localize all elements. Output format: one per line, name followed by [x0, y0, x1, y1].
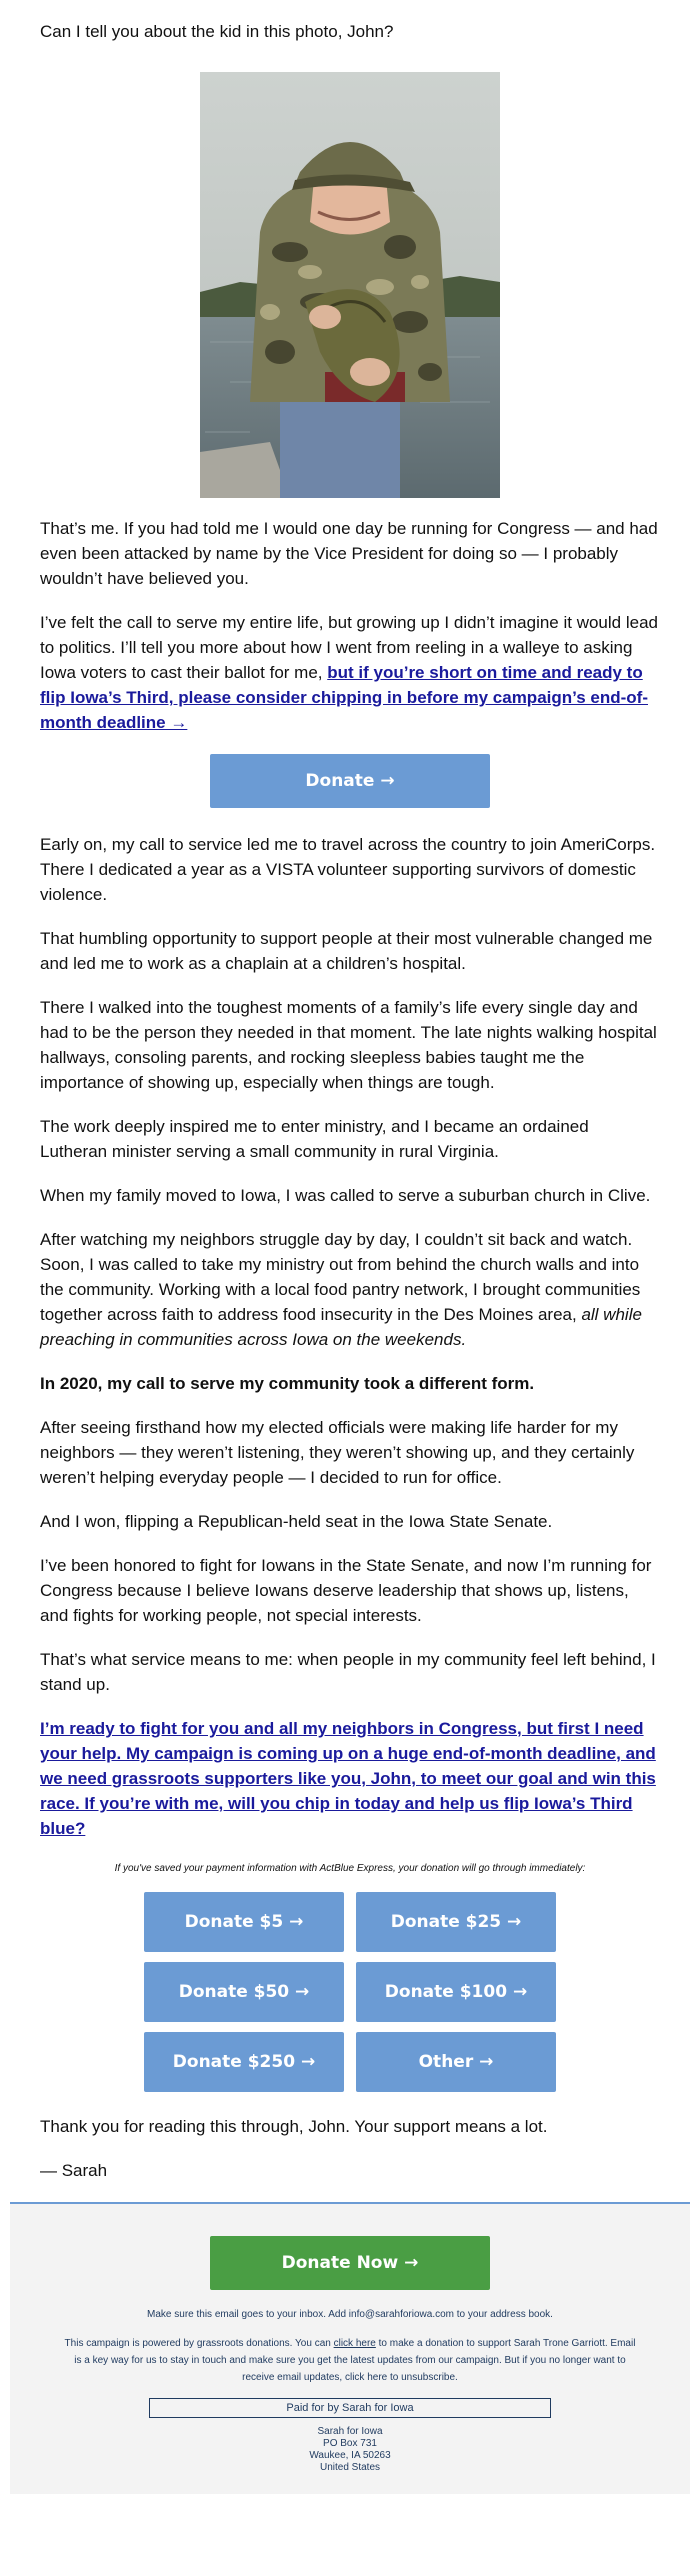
donate-100-button[interactable]: Donate $100 →	[356, 1962, 556, 2022]
paragraph-hospital: There I walked into the toughest moments of a family’s life every single day and had to be the person they needed in that moment. The late nights walking hospital hallways, consoling parents, and rocking sleepless babies taught me the importance of showing up, especially when things are tough.	[40, 998, 657, 1092]
click-here-donate-link[interactable]: click here	[333, 2338, 376, 2349]
donate-250-button[interactable]: Donate $250 →	[144, 2032, 344, 2092]
greeting: Can I tell you about the kid in this photo, John?	[40, 22, 394, 41]
paragraph-congress: I’ve been honored to fight for Iowans in the State Senate, and now I’m running for Congress because I believe Iowans deserve leadership that shows up, listens, and fights for working people, not special interests.	[40, 1556, 652, 1625]
donation-amount-grid	[144, 1892, 556, 2092]
paragraph-americorps: Early on, my call to service led me to travel across the country to join AmeriCorps. There I dedicated a year as a VISTA volunteer supporting survivors of domestic violence.	[40, 835, 656, 904]
paragraph-2020: In 2020, my call to serve my community took a different form.	[40, 1374, 535, 1393]
paid-for-box: Paid for by Sarah for Iowa	[149, 2398, 551, 2418]
donate-50-button[interactable]: Donate $50 →	[144, 1962, 344, 2022]
signoff: — Sarah	[40, 2161, 108, 2180]
paragraph-chaplain: That humbling opportunity to support people at their most vulnerable changed me and led me to work as a chaplain at a children’s hospital.	[40, 929, 653, 973]
paragraph-ministry: The work deeply inspired me to enter ministry, and I became an ordained Lutheran minister serving a small community in rural Virginia.	[40, 1117, 589, 1161]
paragraph-call-to-serve	[40, 610, 660, 735]
donate-5-button[interactable]: Donate $5 →	[144, 1892, 344, 1952]
donate-button[interactable]: Donate →	[210, 754, 490, 808]
paragraph-community-text: After watching my neighbors struggle day by day, I couldn’t sit back and watch. Soon, I was called to take my ministry out from behind the church walls and into the community. Working with a local food pantry network, I brought communities together across faith to address food insecurity in the Des Moines area,	[40, 1230, 641, 1324]
paragraph-service-meaning: That’s what service means to me: when people in my community feel left behind, I stand up.	[40, 1650, 656, 1694]
donate-25-button[interactable]: Donate $25 →	[356, 1892, 556, 1952]
address-line: Sarah for Iowa	[317, 2426, 383, 2437]
paragraph-community-italic: all while preaching in communities across Iowa on the weekends.	[40, 1305, 642, 1349]
paragraph-iowa-move: When my family moved to Iowa, I was called to serve a suburban church in Clive.	[40, 1186, 651, 1205]
address-line: PO Box 731	[323, 2438, 377, 2449]
thanks-line: Thank you for reading this through, John. Your support means a lot.	[40, 2117, 548, 2136]
mailing-address	[10, 2426, 690, 2474]
address-line: Waukee, IA 50263	[309, 2450, 391, 2461]
inbox-note: Make sure this email goes to your inbox. Add info@sarahforiowa.com to your address book.	[147, 2309, 553, 2320]
address-line: United States	[319, 2462, 381, 2473]
powered-text-1: This campaign is powered by grassroots donations. You can	[64, 2338, 334, 2349]
paragraph-intro: That’s me. If you had told me I would one day be running for Congress — and had even been attacked by name by the Vice President for doing so — I probably wouldn’t have believed you.	[40, 519, 658, 588]
footer	[10, 2204, 690, 2494]
donate-now-button[interactable]: Donate Now →	[210, 2236, 490, 2290]
deadline-donate-link[interactable]: but if you’re short on time and ready to flip Iowa’s Third, please consider chipping in before my campaign’s end-of-month deadline →	[40, 663, 648, 732]
donate-other-button[interactable]: Other →	[356, 2032, 556, 2092]
campaign-photo	[200, 72, 500, 498]
paragraph-call-text: I’ve felt the call to serve my entire life, but growing up I didn’t imagine it would lead to politics. I’ll tell you more about how I went from reeling in a walleye to asking Iowa voters to cast their ballot for me,	[40, 613, 658, 682]
powered-by-note	[10, 2335, 690, 2386]
ask-donate-link[interactable]: I’m ready to fight for you and all my neighbors in Congress, but first I need your help. My campaign is coming up on a huge end-of-month deadline, and we need grassroots supporters like you, John, to meet our goal and win this race. If you’re with me, will you chip in today and help us flip Iowa’s Third blue?	[40, 1719, 656, 1838]
actblue-express-note: If you've saved your payment information with ActBlue Express, your donation will go through immediately:	[114, 1863, 586, 1874]
powered-text-2: to make a donation to support Sarah Trone Garriott. Email is a key way for us to stay in touch and make sure you get the latest updates from our campaign. But if you no longer want to receive email updates, click here to unsubscribe.	[74, 2338, 636, 2383]
paragraph-decision: After seeing firsthand how my elected officials were making life harder for my neighbors — they weren’t listening, they weren’t showing up, and they certainly weren’t helping everyday people — I decided to run for office.	[40, 1418, 635, 1487]
paragraph-state-senate-win: And I won, flipping a Republican-held seat in the Iowa State Senate.	[40, 1512, 553, 1531]
paragraph-community	[40, 1227, 660, 1352]
